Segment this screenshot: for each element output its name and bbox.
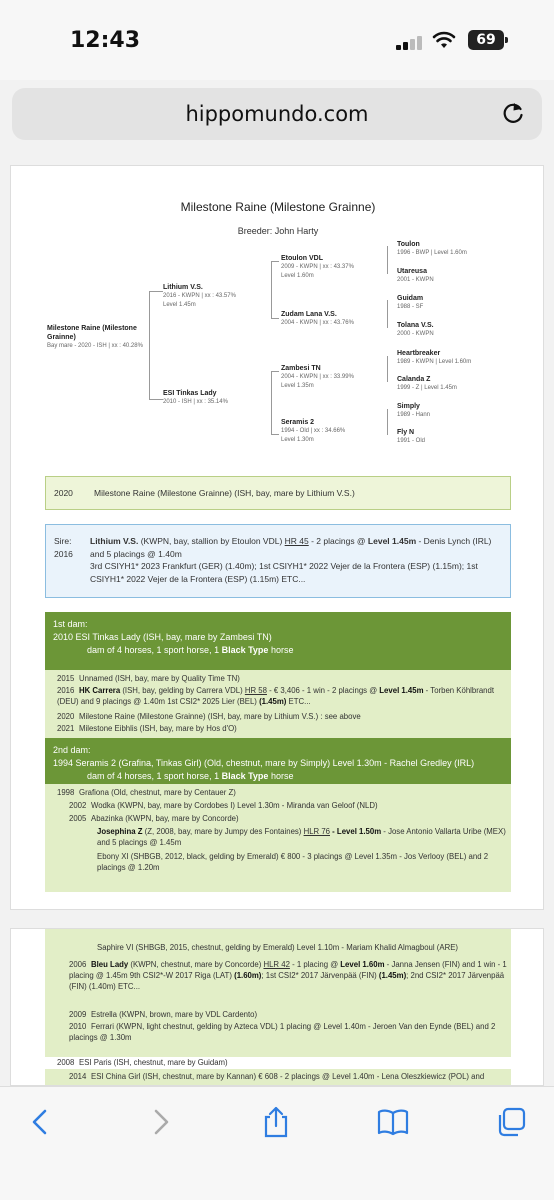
pedigree-dd[interactable]: Seramis 2 1994 - Old | xx : 34.66% Level 1.30m <box>281 419 346 443</box>
birth-summary: 2020 Milestone Raine (Milestone Grainne) (ISH, bay, mare by Lithium V.S.) <box>45 476 511 510</box>
list-item[interactable]: 2006 Bleu Lady (KWPN, chestnut, mare by Concorde) HLR 42 - 1 placing @ Level 1.60m - Janna Jensen (FIN) and 1 win - 1 placing @ 1.45m 9th CSI2*-W 2017 Riga (LAT) (1.60m); 1st CSI2* 2017 Järvenpää (FIN) (1.45m); 2nd CSI2* 2017 Järvenpää (FIN) (1.40m) ETC... <box>69 960 507 991</box>
list-item[interactable]: 2008 ESI Paris (ISH, chestnut, mare by Guidam) <box>57 1058 228 1067</box>
wifi-icon <box>432 30 456 50</box>
back-icon[interactable] <box>24 1105 58 1139</box>
pedigree-sire[interactable]: Lithium V.S. 2016 - KWPN | xx : 43.57% Level 1.45m <box>163 284 236 308</box>
list-item[interactable]: 2002 Wodka (KWPN, bay, mare by Cordobes I) Level 1.30m - Miranda van Geloof (NLD) <box>69 801 378 810</box>
pedigree-g6[interactable]: Calanda Z 1999 - Z | Level 1.45m <box>397 376 457 391</box>
url-text[interactable]: hippomundo.com <box>185 102 369 126</box>
breeder: Breeder: John Harty <box>237 226 319 236</box>
list-item[interactable]: Saphire VI (SHBGB, 2015, chestnut, gelding by Emerald) Level 1.10m - Mariam Khalid Almagboul (ARE) <box>97 943 458 952</box>
pedigree-sd[interactable]: Zudam Lana V.S. 2004 - KWPN | xx : 43.76% <box>281 311 354 326</box>
list-item[interactable]: 1998 Grafiona (Old, chestnut, mare by Centauer Z) <box>57 788 236 797</box>
second-dam-link[interactable]: 1994 Seramis 2 (Grafina, Tinkas Girl) (Old, chestnut, mare by Simply) Level 1.30m - Rachel Gredley (IRL) <box>53 758 475 768</box>
pedigree-horse[interactable]: Milestone Raine (Milestone Grainne) Bay mare - 2020 - ISH | xx : 40.28% <box>47 325 143 349</box>
sire-link[interactable]: Lithium V.S. <box>90 536 139 546</box>
share-icon[interactable] <box>259 1105 293 1139</box>
bookmarks-icon[interactable] <box>376 1105 410 1139</box>
pedigree-g4[interactable]: Tolana V.S. 2000 - KWPN <box>397 322 434 337</box>
pedigree-g7[interactable]: Simply 1989 - Hann <box>397 403 431 418</box>
list-item[interactable]: Josephina Z (Z, 2008, bay, mare by Jumpy des Fontaines) HLR 76 - Level 1.50m - Jose Antonio Vallarta Uribe (MEX) and 5 placings @ 1.45m <box>97 827 506 847</box>
list-item[interactable]: 2020 Milestone Raine (Milestone Grainne) (ISH, bay, mare by Lithium V.S.) : see above <box>57 712 361 721</box>
pedigree-g1[interactable]: Toulon 1996 - BWP | Level 1.60m <box>397 241 467 256</box>
list-item[interactable]: 2021 Milestone Eibhlis (ISH, bay, mare by Hos d'O) <box>57 724 237 733</box>
sire-summary: Sire: 2016 Lithium V.S. (KWPN, bay, stallion by Etoulon VDL) HR 45 - 2 placings @ Level 1.45m - Denis Lynch (IRL) and 5 placings @ 1.40m 3rd CSIYH1* 2023 Frankfurt (GER) (1.40m); 1st CSIYH1* 2022 Vejer de la Frontera (ESP) (1.15m); 1st CSIYH1* 2022 Vejer de la Frontera (ESP) (1.15m) ETC... <box>45 524 511 598</box>
tabs-icon[interactable] <box>494 1105 528 1139</box>
address-bar[interactable] <box>12 88 542 140</box>
pedigree-g2[interactable]: Utareusa 2001 - KWPN <box>397 268 434 283</box>
browser-toolbar <box>0 1086 554 1200</box>
list-item[interactable]: 2014 ESI China Girl (ISH, chestnut, mare by Kannan) € 608 - 2 placings @ Level 1.40m - Lena Oleszkiewicz (POL) and <box>69 1072 485 1081</box>
pedigree-g3[interactable]: Guidam 1988 - SF <box>397 295 424 310</box>
list-item[interactable]: 2009 Estrella (KWPN, brown, mare by VDL Cardento) <box>69 1010 258 1019</box>
first-dam-link[interactable]: 2010 ESI Tinkas Lady (ISH, bay, mare by Zambesi TN) <box>53 632 272 642</box>
pedigree-g8[interactable]: Fly N 1991 - Old <box>397 429 426 444</box>
pedigree-g5[interactable]: Heartbreaker 1989 - KWPN | Level 1.60m <box>397 350 472 365</box>
pedigree-title: Milestone Raine (Milestone Grainne) <box>180 200 376 214</box>
list-item[interactable]: 2010 Ferrari (KWPN, light chestnut, gelding by Azteca VDL) 1 placing @ Level 1.40m - Jeroen Van den Eynde (BEL) and 2 placings @ 1.30m <box>69 1022 496 1042</box>
pedigree-ss[interactable]: Etoulon VDL 2009 - KWPN | xx : 43.37% Level 1.60m <box>281 255 354 279</box>
cellular-signal-icon <box>396 34 422 50</box>
pedigree-page-2 <box>10 928 544 1086</box>
list-item[interactable]: Ebony XI (SHBGB, 2012, black, gelding by Emerald) € 800 - 3 placings @ Level 1.35m - Jos Verlooy (BEL) and 2 placings @ 1.20m <box>97 852 489 872</box>
pedigree-page <box>10 165 544 910</box>
second-dam-header: 2nd dam: 1994 Seramis 2 (Grafina, Tinkas Girl) (Old, chestnut, mare by Simply) Level 1.30m - Rachel Gredley (IRL) dam of 4 horses, 1 sport horse, 1 Black Type horse <box>45 738 511 784</box>
sire-hlr-link[interactable]: HR 45 <box>284 536 309 546</box>
list-item[interactable]: 2015 Unnamed (ISH, bay, mare by Quality Time TN) <box>57 674 240 683</box>
pedigree-ds[interactable]: Zambesi TN 2004 - KWPN | xx : 33.99% Level 1.35m <box>281 365 354 389</box>
list-item[interactable]: 2005 Abazinka (KWPN, bay, mare by Concorde) <box>69 814 239 823</box>
forward-icon[interactable] <box>143 1105 177 1139</box>
reload-icon[interactable] <box>500 100 526 126</box>
status-bar <box>0 0 554 80</box>
list-item[interactable]: 2016 HK Carrera (ISH, bay, gelding by Carrera VDL) HR 58 - € 3,406 - 1 win - 2 placings @ Level 1.45m - Torben Köhlbrandt (DEU) and 9 placings @ 1.40m 1st CSI2* 2025 Lier (BEL) (1.45m) ETC... <box>57 686 495 706</box>
battery-indicator: 69 <box>468 30 504 50</box>
clock: 12:43 <box>70 28 141 53</box>
first-dam-header: 1st dam: 2010 ESI Tinkas Lady (ISH, bay, mare by Zambesi TN) dam of 4 horses, 1 sport horse, 1 Black Type horse <box>45 612 511 670</box>
pedigree-dam[interactable]: ESI Tinkas Lady 2010 - ISH | xx : 35.14% <box>163 390 228 405</box>
